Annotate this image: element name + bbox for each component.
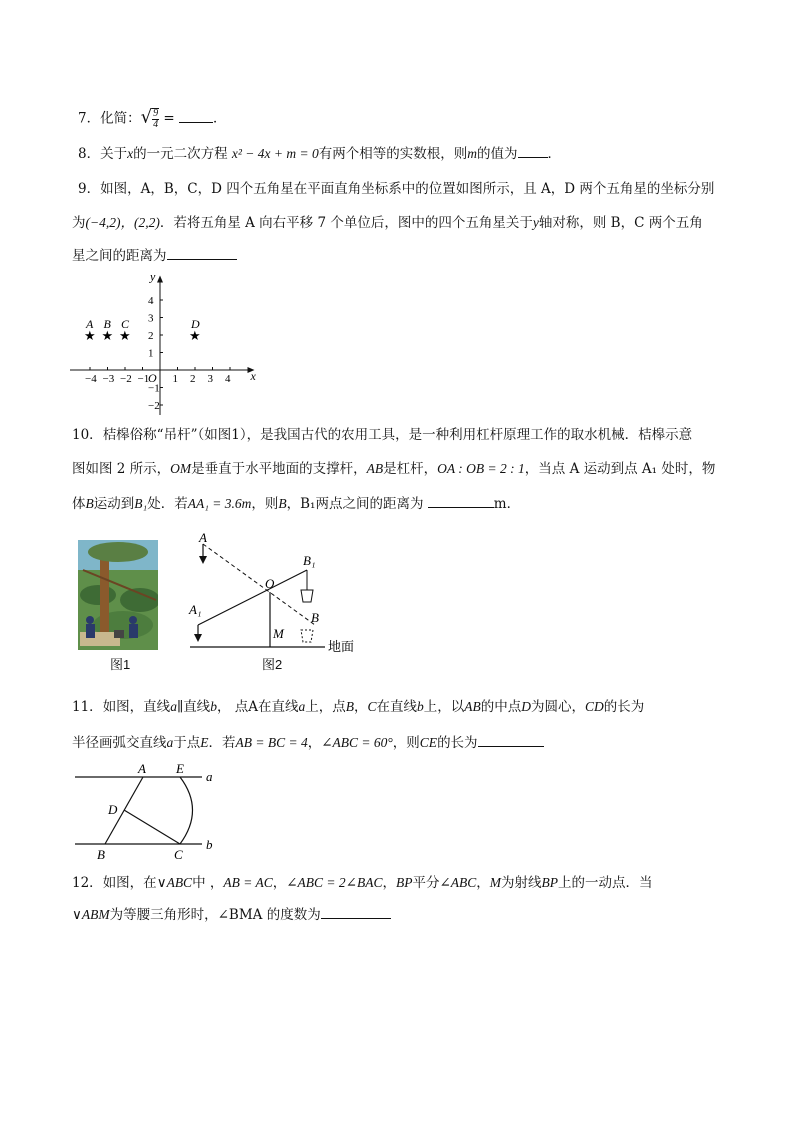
q8-end: ． <box>547 146 562 162</box>
x-tick-label: 1 <box>172 373 178 385</box>
q10-text: 处．若 <box>147 496 188 512</box>
q12-eq2: ∠ABC = 2∠BAC <box>286 875 383 890</box>
arrow-a1 <box>194 634 202 642</box>
q10-ratio: OA : OB = 2 : 1 <box>437 461 525 476</box>
label-a: A <box>199 530 207 545</box>
q12-text: 为射线 <box>501 875 542 891</box>
q11-var-a: a <box>166 735 174 750</box>
q11-text: 的长为 <box>437 735 478 751</box>
q11-cd: CD <box>585 699 604 714</box>
q10-b: B <box>85 496 94 511</box>
q11-line2 <box>72 734 544 752</box>
q9-line3 <box>72 247 237 265</box>
q7-fraction <box>152 108 159 130</box>
q10-line1 <box>72 426 692 444</box>
label-a1: A₁ <box>189 602 202 617</box>
q11-text: ．若 <box>208 735 236 751</box>
star-icon-b: ★ <box>101 328 114 343</box>
q9-answer-blank[interactable] <box>167 247 237 260</box>
frac-denominator: 4 <box>153 119 159 130</box>
label-d: D <box>108 802 118 817</box>
q12-triangle: ∨ABC <box>156 875 193 890</box>
bucket-b-icon <box>301 630 313 642</box>
origin-label: O <box>148 371 157 385</box>
q8-line <box>78 145 561 163</box>
y-tick-label: 2 <box>148 330 154 342</box>
q8-var-x: x <box>127 146 134 161</box>
label-e: E <box>176 761 184 776</box>
bucket-b1-icon <box>301 590 313 602</box>
q12-angle-abc: ∠ABC <box>439 875 477 890</box>
q11-point-d: D <box>521 699 531 714</box>
q10-text: 是杠杆， <box>383 461 438 477</box>
q7-answer-blank[interactable] <box>179 110 213 123</box>
frac-numerator: 9 <box>153 108 159 119</box>
q8-text: 有两个相等的实数根，则 <box>318 146 468 162</box>
q11-ab: AB <box>464 699 481 714</box>
q11-text: ， 点A在直线 <box>216 699 299 715</box>
label-a: A <box>138 761 146 776</box>
q7-label: 化简： <box>100 110 141 127</box>
label-line-a: a <box>206 769 213 784</box>
q11-number: 11． <box>72 699 103 715</box>
q12-answer-blank[interactable] <box>321 906 391 919</box>
q11-text: 在直线 <box>376 699 417 715</box>
q12-text: 中 ， <box>192 875 224 891</box>
label-b: B <box>311 610 319 625</box>
arc-ce <box>180 777 193 844</box>
x-tick-label: −1 <box>137 373 150 385</box>
q12-text: ， <box>272 875 287 891</box>
q8-number: 8． <box>78 146 101 162</box>
q10-text: ，当点 A 运动到点 A₁ 处时，物 <box>524 461 716 477</box>
y-tick-label: 3 <box>148 312 154 325</box>
q9-text: 星之间的距离为 <box>72 248 167 264</box>
q9-axes <box>70 275 257 415</box>
label-m: M <box>273 626 284 641</box>
y-tick-label: 4 <box>148 295 154 307</box>
q10-fig2-diagram <box>185 530 365 655</box>
q10-b: B <box>278 496 287 511</box>
q11-var-b: b <box>210 699 217 714</box>
x-axis-label: x <box>250 369 256 383</box>
q9-line2 <box>72 214 703 232</box>
q7-number: 7． <box>78 110 101 127</box>
q11-angle: ∠ABC = 60° <box>321 735 393 750</box>
q11-text: 于点 <box>173 735 201 751</box>
x-tick-label: −3 <box>102 373 115 385</box>
q11-text: 为圆心， <box>531 699 585 715</box>
q12-bp: BP <box>541 875 559 890</box>
q10-line2 <box>72 460 715 478</box>
q10-text: ，B₁两点之间的距离为 <box>286 496 424 512</box>
q9-text: 如图，A，B，C，D 四个五角星在平面直角坐标系中的位置如图所示，且 A，D 两个五角星的坐标分别 <box>100 181 715 197</box>
q7-equals: = <box>163 110 175 127</box>
q11-answer-blank[interactable] <box>478 734 544 747</box>
q11-figure <box>70 760 230 865</box>
q9-text: 为 <box>72 215 86 231</box>
label-b: B <box>97 847 105 862</box>
q12-text: ， <box>382 875 396 891</box>
q11-arc-ce: CE <box>419 735 438 750</box>
q12-m: M <box>489 875 502 890</box>
y-axis-label: y <box>150 275 156 284</box>
lever-a-b-dashed <box>203 544 315 625</box>
q9-text: 轴对称，则 B，C 两个五角 <box>538 215 703 231</box>
x-tick-label: 3 <box>207 373 213 385</box>
well-sweep-illustration <box>78 540 158 650</box>
y-tick-label: −1 <box>148 382 160 395</box>
q11-point-c: C <box>367 699 377 714</box>
star-label-c: C <box>121 317 130 331</box>
star-icon-a: ★ <box>84 328 96 343</box>
q11-text: 的中点 <box>480 699 522 715</box>
q12-triangle-abm: ∨ABM <box>72 907 110 922</box>
x-tick-label: 2 <box>190 373 196 385</box>
q11-text: ， <box>353 699 368 715</box>
q8-text: 的值为 <box>477 146 518 162</box>
q10-answer-blank[interactable] <box>428 495 494 508</box>
q12-text: 如图，在 <box>102 875 157 891</box>
star-icon-c: ★ <box>119 328 131 343</box>
y-tick-label: 1 <box>148 347 154 360</box>
q11-text: 上，点 <box>305 699 346 715</box>
star-label-a: A <box>86 317 94 331</box>
q9-var-y: y <box>532 215 539 230</box>
q11-line1 <box>72 698 644 716</box>
q9-coords: (−4,2)，(2,2) <box>85 215 160 230</box>
arrow-a <box>199 556 207 564</box>
y-tick-label: −2 <box>148 400 160 412</box>
q12-line2 <box>72 906 391 924</box>
star-icon-d: ★ <box>189 328 201 343</box>
q9-line1 <box>78 180 714 198</box>
q8-equation: x² − 4x + m = 0 <box>231 146 319 161</box>
y-axis-arrow <box>157 276 163 283</box>
label-ground: 地面 <box>328 640 355 655</box>
x-tick-label: −4 <box>85 373 97 385</box>
q10-text: 体 <box>72 496 86 512</box>
q11-text: ，则 <box>392 735 420 751</box>
q10-text: 图如图 2 所示， <box>72 461 171 477</box>
q9-coordinate-figure <box>70 275 270 415</box>
q10-text: 是垂直于水平地面的支撑杆， <box>191 461 367 477</box>
q11-text: 如图，直线 <box>102 699 171 715</box>
q11-text: 半径画弧交直线 <box>72 735 167 751</box>
q8-text: 的一元二次方程 <box>133 146 228 162</box>
label-b1: B₁ <box>303 553 316 568</box>
q10-b1: B₁ <box>134 496 148 511</box>
q12-text: 为等腰三角形时，∠BMA 的度数为 <box>109 907 321 923</box>
q10-fig1-caption: 图1 <box>110 657 131 672</box>
q10-fig1-picture <box>78 540 158 650</box>
segment-dc <box>124 810 180 844</box>
q10-aa1: AA₁ = 3.6m <box>187 496 252 511</box>
q8-answer-blank[interactable] <box>518 145 548 158</box>
q11-var-a: a <box>298 699 306 714</box>
label-c: C <box>174 847 183 862</box>
q10-fig2-caption: 图2 <box>262 657 283 672</box>
q11-point-e: E <box>200 735 209 750</box>
q10-number: 10． <box>72 427 103 443</box>
label-line-b: b <box>206 837 213 852</box>
q12-text: 平分 <box>412 875 440 891</box>
q12-text: 上的一动点．当 <box>558 875 653 891</box>
q10-text: 运动到 <box>93 496 135 512</box>
q12-number: 12． <box>72 875 103 891</box>
x-tick-label: 4 <box>225 373 231 385</box>
label-o: O <box>265 576 275 591</box>
q11-a-parallel: a∥ <box>170 699 184 714</box>
q10-unit: m． <box>493 496 521 512</box>
q11-var-b: b <box>417 699 424 714</box>
q7-line <box>78 108 226 130</box>
q12-eq1: AB = AC <box>223 875 273 890</box>
q10-text: ，则 <box>251 496 279 512</box>
q12-text: ， <box>476 875 490 891</box>
q12-line1 <box>72 874 653 892</box>
q10-text: 桔槔俗称“吊杆”（如图1），是我国古代的农用工具，是一种利用杠杆原理工作的取水机械．桔槔示意 <box>102 427 693 443</box>
q8-var-m: m <box>467 146 478 161</box>
radical-sign: √ <box>140 106 153 128</box>
q12-bp: BP <box>395 875 413 890</box>
lever-a1-b1 <box>198 570 307 625</box>
q8-text: 关于 <box>100 146 128 162</box>
q9-number: 9． <box>78 181 101 197</box>
q10-ab: AB <box>366 461 384 476</box>
q11-text: 直线 <box>183 699 211 715</box>
star-label-b: B <box>103 317 111 331</box>
q11-point-b: B <box>345 699 354 714</box>
x-tick-label: −2 <box>120 373 132 385</box>
q11-given: AB = BC = 4 <box>235 735 308 750</box>
q7-end: ． <box>212 110 227 127</box>
q11-text: 的长为 <box>603 699 645 715</box>
q9-text: ．若将五角星 A 向右平移 7 个单位后，图中的四个五角星关于 <box>159 215 533 231</box>
q10-om: OM <box>170 461 192 476</box>
q11-text: 上，以 <box>423 699 465 715</box>
star-label-d: D <box>191 317 200 331</box>
q11-text: ， <box>307 735 322 751</box>
q10-line3 <box>72 495 520 513</box>
